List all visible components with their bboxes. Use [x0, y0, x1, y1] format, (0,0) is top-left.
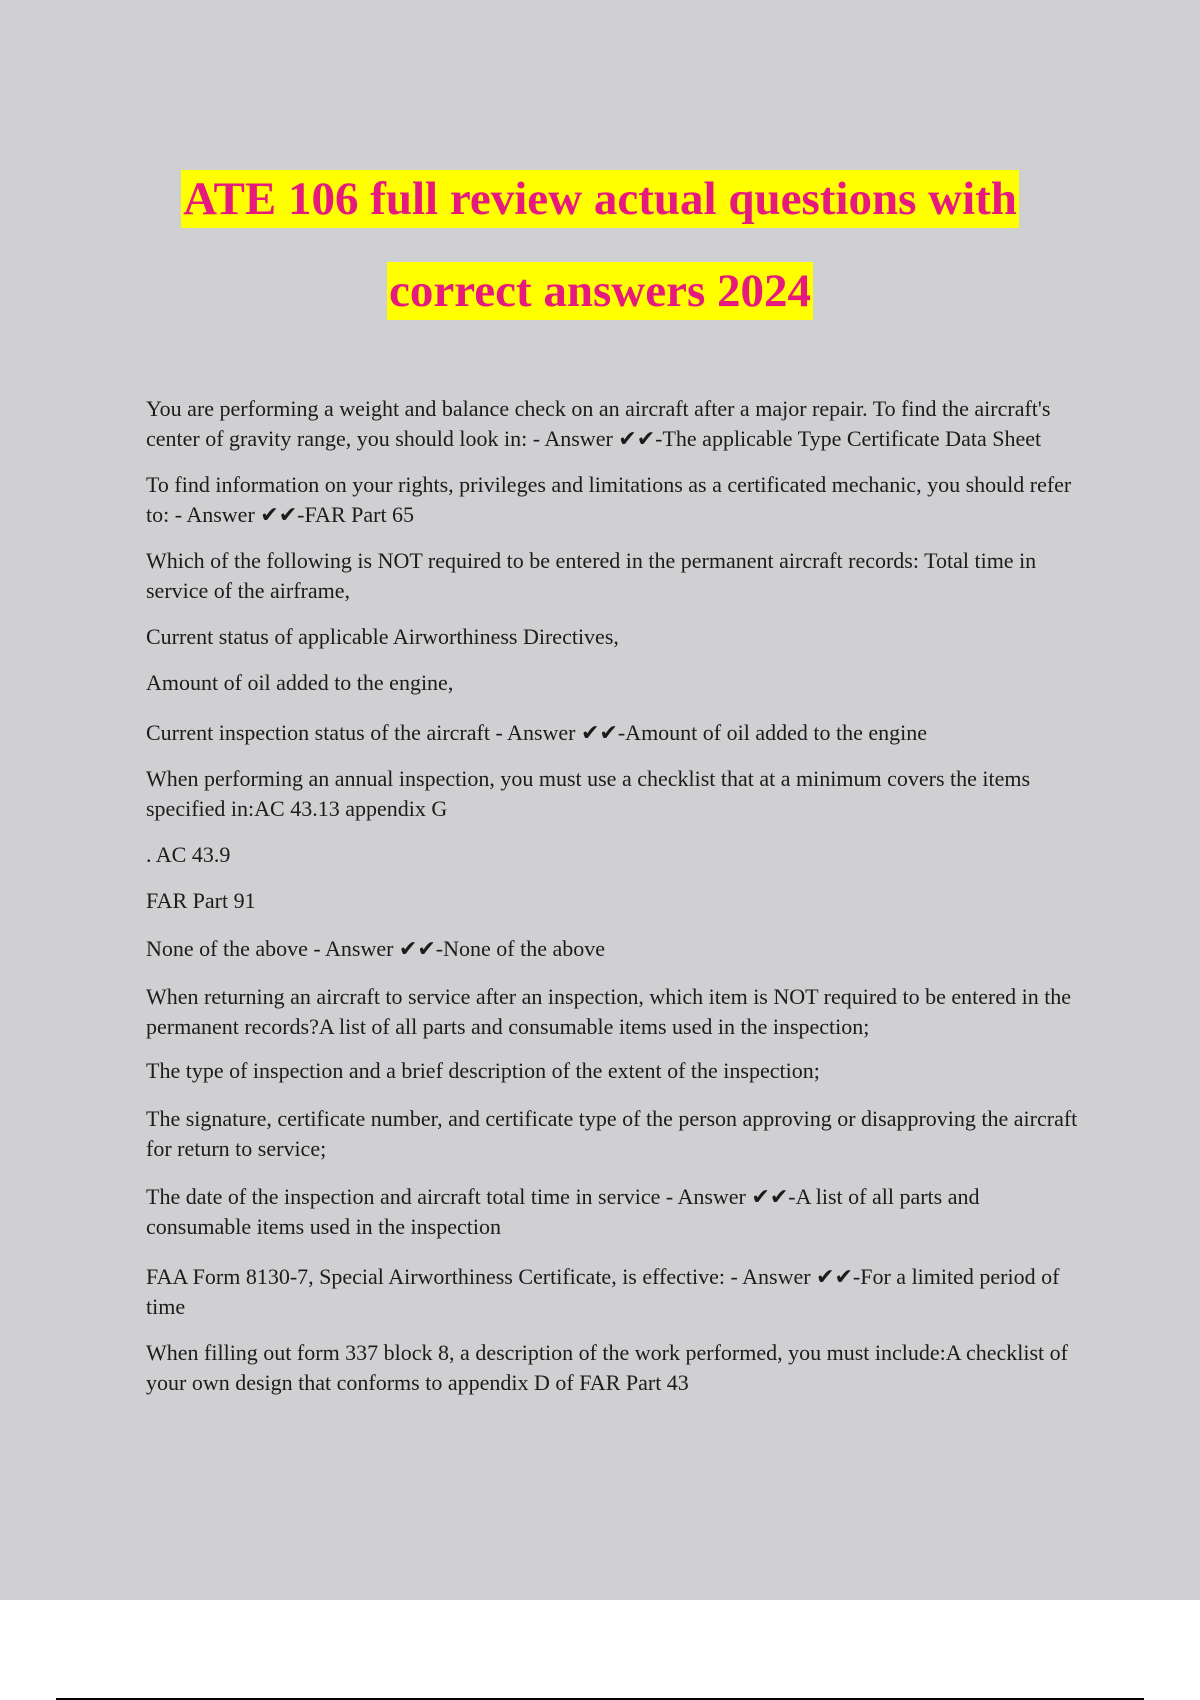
title-line-2: correct answers 2024 [387, 262, 813, 320]
paragraph-14: The date of the inspection and aircraft total time in service - Answer ✔✔-A list of all parts and consumable items used in the inspection [146, 1184, 980, 1239]
paragraph-11: When returning an aircraft to service after an inspection, which item is NOT required to be entered in the permanent records?A list of all parts and consumable items used in the inspection; [146, 984, 1072, 1039]
title-line-1: ATE 106 full review actual questions with [181, 170, 1019, 228]
paragraph-6: Current inspection status of the aircraft - Answer ✔✔-Amount of oil added to the engine [146, 720, 927, 745]
document-body [146, 394, 1086, 1398]
paragraph-9: FAR Part 91 [146, 888, 256, 913]
paragraph-4: Current status of applicable Airworthiness Directives, [146, 624, 619, 649]
paragraph-7: When performing an annual inspection, you must use a checklist that at a minimum covers the items specified in:AC 43.13 appendix G [146, 766, 1031, 821]
paragraph-1: You are performing a weight and balance check on an aircraft after a major repair. To find the aircraft's center of gravity range, you should look in: - Answer ✔✔-The applicable Type Certificate Data Sheet [146, 396, 1051, 451]
paragraph-8: . AC 43.9 [146, 842, 231, 867]
paragraph-12: The type of inspection and a brief description of the extent of the inspection; [146, 1058, 820, 1083]
paragraph-2: To find information on your rights, privileges and limitations as a certificated mechanic, you should refer to: - Answer ✔✔-FAR Part 65 [146, 472, 1072, 527]
paragraph-5: Amount of oil added to the engine, [146, 670, 454, 695]
paragraph-3: Which of the following is NOT required to be entered in the permanent aircraft records: Total time in service of the airframe, [146, 548, 1037, 603]
paragraph-13: The signature, certificate number, and certificate type of the person approving or disapproving the aircraft for return to service; [146, 1106, 1078, 1161]
paragraph-10: None of the above - Answer ✔✔-None of the above [146, 936, 606, 961]
document-title [0, 170, 1200, 320]
paragraph-16: When filling out form 337 block 8, a description of the work performed, you must include:A checklist of your own design that conforms to appendix D of FAR Part 43 [146, 1340, 1068, 1395]
paragraph-15: FAA Form 8130-7, Special Airworthiness Certificate, is effective: - Answer ✔✔-For a limited period of time [146, 1264, 1060, 1319]
